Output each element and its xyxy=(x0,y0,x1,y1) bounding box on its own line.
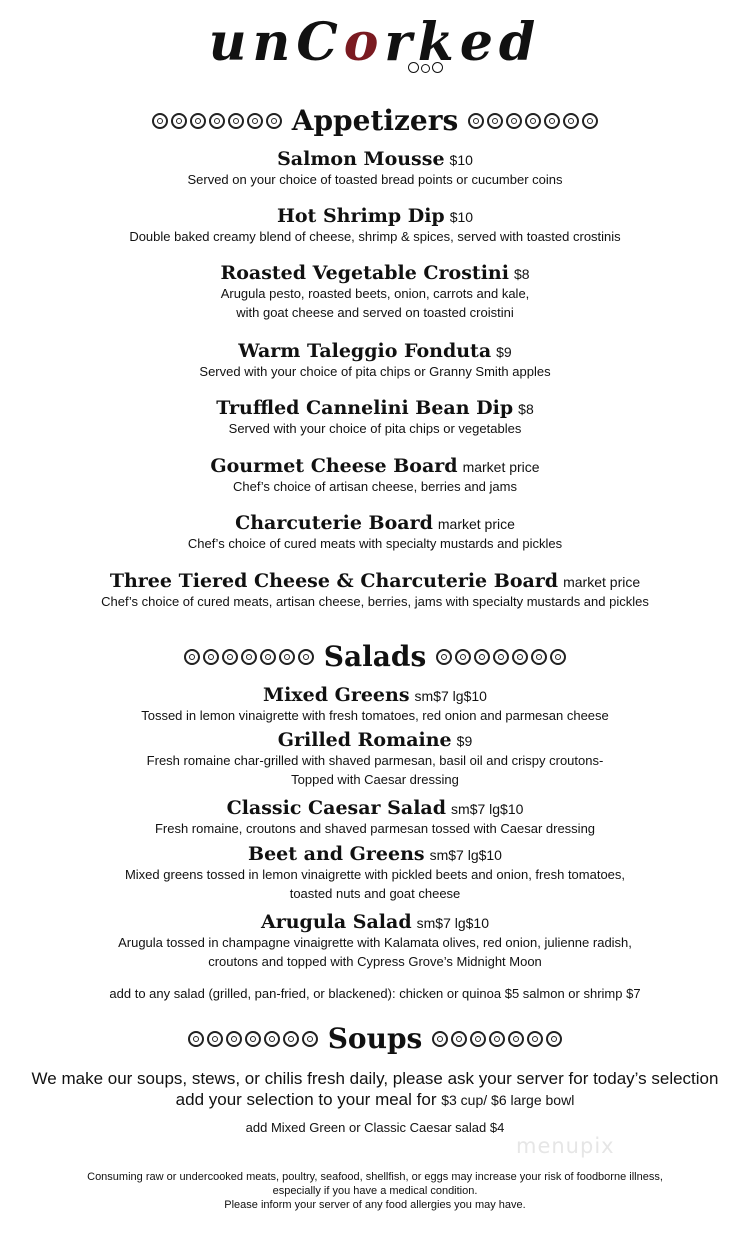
soups-description xyxy=(0,1068,750,1111)
item-description: Served on your choice of toasted bread points or cucumber coins xyxy=(187,172,563,187)
item-price: $8 xyxy=(513,266,530,282)
swirl-ornament-icon xyxy=(188,1031,318,1047)
appetizers-header xyxy=(0,104,750,137)
salad-addon-note: add to any salad (grilled, pan-fried, or blackened): chicken or quinoa $5 salmon or shrimp $7 xyxy=(109,986,641,1001)
item-price: sm$7 lg$10 xyxy=(414,688,487,704)
item-description: Fresh romaine char-grilled with shaved parmesan, basil oil and crispy croutons- Topped with Caesar dressing xyxy=(146,753,604,787)
swirl-ornament-icon xyxy=(184,649,314,665)
menu-item xyxy=(0,570,750,611)
logo-text-part: o xyxy=(343,12,385,73)
item-price: market price xyxy=(462,459,540,475)
logo-text-part: rked xyxy=(384,12,542,73)
soup-addon-note: add Mixed Green or Classic Caesar salad $4 xyxy=(245,1120,505,1135)
menu-item xyxy=(0,397,750,438)
item-price: $8 xyxy=(518,401,534,417)
menu-item xyxy=(0,911,750,971)
item-description: Arugula pesto, roasted beets, onion, carrots and kale, with goat cheese and served on toasted croistini xyxy=(220,286,530,320)
logo-text xyxy=(209,12,542,73)
soups-line: add your selection to your meal for $3 cup/ $6 large bowl xyxy=(175,1090,575,1109)
menu-item xyxy=(0,797,750,838)
bubbles-icon xyxy=(408,60,445,78)
logo-text-part: unC xyxy=(208,12,344,73)
logo xyxy=(0,12,750,82)
item-price: $9 xyxy=(496,344,512,360)
item-name: Arugula Salad xyxy=(260,911,412,933)
item-price: sm$7 lg$10 xyxy=(451,801,524,817)
item-price: $10 xyxy=(449,152,473,168)
disclaimer-line: Consuming raw or undercooked meats, poultry, seafood, shellfish, or eggs may increase your risk of foodborne illness, xyxy=(87,1171,663,1183)
swirl-ornament-icon xyxy=(432,1031,562,1047)
watermark: menupix xyxy=(516,1134,615,1158)
item-description: Chef’s choice of cured meats, artisan cheese, berries, jams with specialty mustards and pickles xyxy=(101,594,649,609)
swirl-ornament-icon xyxy=(152,113,282,129)
item-name: Beet and Greens xyxy=(248,843,425,865)
item-price: sm$7 lg$10 xyxy=(429,847,502,863)
item-description: Chef’s choice of artisan cheese, berries and jams xyxy=(233,479,517,494)
menu-item xyxy=(0,729,750,789)
item-name: Hot Shrimp Dip xyxy=(276,205,445,227)
disclaimer-line: especially if you have a medical condition. xyxy=(272,1185,478,1197)
item-name: Classic Caesar Salad xyxy=(226,797,447,819)
item-description: Chef’s choice of cured meats with specialty mustards and pickles xyxy=(187,536,563,551)
item-description: Served with your choice of pita chips or Granny Smith apples xyxy=(199,364,551,379)
item-price: market price xyxy=(563,574,641,590)
swirl-ornament-icon xyxy=(436,649,566,665)
item-price: sm$7 lg$10 xyxy=(416,915,490,931)
section-title: Appetizers xyxy=(291,104,459,137)
menu-item xyxy=(0,455,750,496)
item-name: Roasted Vegetable Crostini xyxy=(220,262,509,284)
disclaimer-line: Please inform your server of any food allergies you may have. xyxy=(224,1199,526,1211)
soups-line: We make our soups, stews, or chilis fresh daily, please ask your server for today’s selection xyxy=(31,1069,719,1088)
item-description: Served with your choice of pita chips or vegetables xyxy=(228,421,522,436)
item-name: Mixed Greens xyxy=(263,684,410,706)
menu-item xyxy=(0,340,750,381)
item-name: Truffled Cannelini Bean Dip xyxy=(216,397,514,419)
menu-item xyxy=(0,512,750,553)
menu-item xyxy=(0,148,750,189)
item-description: Double baked creamy blend of cheese, shrimp & spices, served with toasted crostinis xyxy=(129,229,621,244)
menu-item xyxy=(0,262,750,322)
item-name: Salmon Mousse xyxy=(277,148,445,170)
item-name: Charcuterie Board xyxy=(235,512,433,534)
soups-price: $3 cup/ $6 large bowl xyxy=(441,1092,575,1108)
item-price: $10 xyxy=(449,209,474,225)
section-title: Soups xyxy=(327,1022,423,1055)
item-description: Fresh romaine, croutons and shaved parmesan tossed with Caesar dressing xyxy=(154,821,596,836)
item-name: Three Tiered Cheese & Charcuterie Board xyxy=(109,570,559,592)
soups-header xyxy=(0,1022,750,1055)
swirl-ornament-icon xyxy=(468,113,598,129)
section-title: Salads xyxy=(323,640,427,673)
salads-header xyxy=(0,640,750,673)
item-description: Tossed in lemon vinaigrette with fresh tomatoes, red onion and parmesan cheese xyxy=(141,708,609,723)
menu-item xyxy=(0,205,750,246)
item-name: Warm Taleggio Fonduta xyxy=(238,340,492,362)
menu-item xyxy=(0,843,750,903)
item-price: market price xyxy=(437,516,515,532)
item-description: Arugula tossed in champagne vinaigrette with Kalamata olives, red onion, julienne radish, croutons and topped with Cypress Grove’s Midnight Moon xyxy=(118,935,632,969)
item-description: Mixed greens tossed in lemon vinaigrette with pickled beets and onion, fresh tomatoes, toasted nuts and goat cheese xyxy=(124,867,626,901)
disclaimer xyxy=(0,1170,750,1212)
item-name: Grilled Romaine xyxy=(277,729,452,751)
menu-item xyxy=(0,684,750,725)
item-name: Gourmet Cheese Board xyxy=(210,455,458,477)
item-price: $9 xyxy=(456,733,473,749)
